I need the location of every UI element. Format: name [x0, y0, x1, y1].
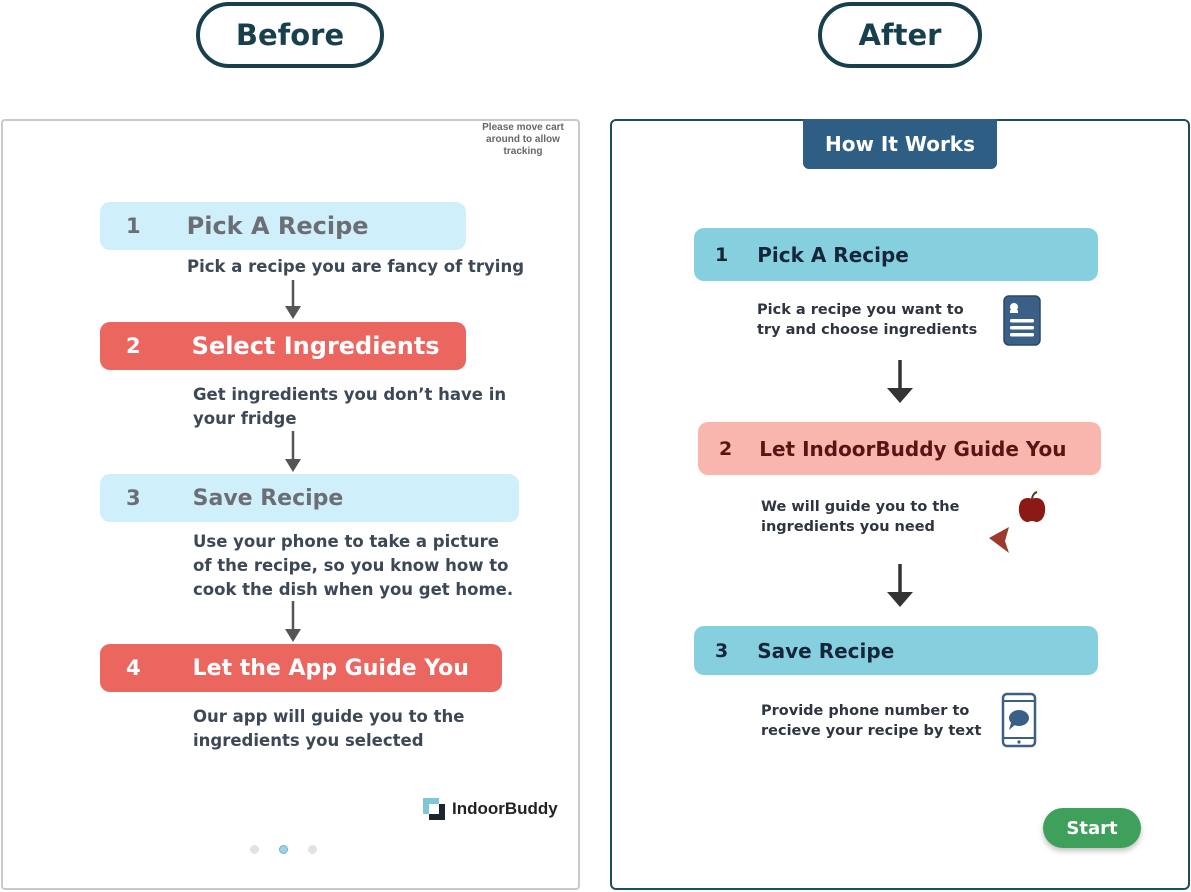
arrow-down-icon [284, 431, 302, 473]
before-step-3-number: 3 [126, 486, 141, 510]
before-step-2-bar [100, 322, 466, 370]
before-step-2-number: 2 [126, 334, 141, 358]
after-step-3-bar [694, 626, 1098, 675]
pagination-dot-2[interactable] [279, 845, 288, 854]
after-step-1-number: 1 [715, 243, 729, 266]
indoorbuddy-logo [422, 797, 558, 821]
before-step-1-number: 1 [126, 214, 141, 238]
before-step-4-number: 4 [126, 656, 141, 680]
start-button[interactable]: Start [1043, 808, 1141, 848]
before-step-2-title: Select Ingredients [191, 332, 440, 360]
after-step-2-bar [698, 422, 1101, 475]
recipe-card-icon [1003, 295, 1041, 346]
before-step-3-bar [100, 474, 519, 522]
how-it-works-tab: How It Works [803, 119, 997, 169]
after-step-2-desc: We will guide you to the ingredients you need [761, 499, 960, 535]
after-step-2-title: Let IndoorBuddy Guide You [759, 436, 1067, 461]
before-step-1-desc: Pick a recipe you are fancy of trying [187, 257, 525, 276]
after-step-1-bar [694, 228, 1098, 281]
arrow-down-icon [886, 564, 914, 608]
after-step-1-desc: Pick a recipe you want to try and choose ingredients [757, 302, 978, 338]
arrow-down-icon [886, 360, 914, 404]
before-step-1-title: Pick A Recipe [186, 212, 369, 240]
before-step-4-bar [100, 644, 502, 692]
indoorbuddy-logo-text: IndoorBuddy [452, 799, 558, 818]
after-label: After [818, 2, 982, 68]
before-label: Before [196, 2, 384, 68]
after-step-2-number: 2 [719, 437, 733, 460]
after-step-3-title: Save Recipe [757, 638, 895, 663]
arrow-down-icon [284, 601, 302, 643]
pagination-dot-1[interactable] [250, 845, 259, 854]
before-step-1-bar [100, 202, 466, 250]
before-step-3-desc: Use your phone to take a picture of the recipe, so you know how to cook the dish when you get home. [193, 532, 514, 599]
after-step-3-desc: Provide phone number to recieve your recipe by text [761, 703, 982, 739]
after-step-1-title: Pick A Recipe [757, 242, 909, 267]
indoorbuddy-logo-icon [422, 797, 446, 821]
after-step-3-number: 3 [715, 639, 729, 662]
before-step-4-title: Let the App Guide You [192, 655, 469, 681]
arrow-down-icon [284, 280, 302, 320]
before-step-4-desc: Our app will guide you to the ingredients you selected [193, 707, 465, 750]
before-step-3-title: Save Recipe [192, 485, 344, 511]
phone-message-icon [1001, 692, 1037, 748]
pagination-dot-3[interactable] [308, 845, 317, 854]
apple-navigation-icon [987, 491, 1051, 557]
before-step-2-desc: Get ingredients you don’t have in your fridge [193, 385, 507, 428]
tracking-note: Please move cart around to allow tracking [482, 122, 564, 157]
